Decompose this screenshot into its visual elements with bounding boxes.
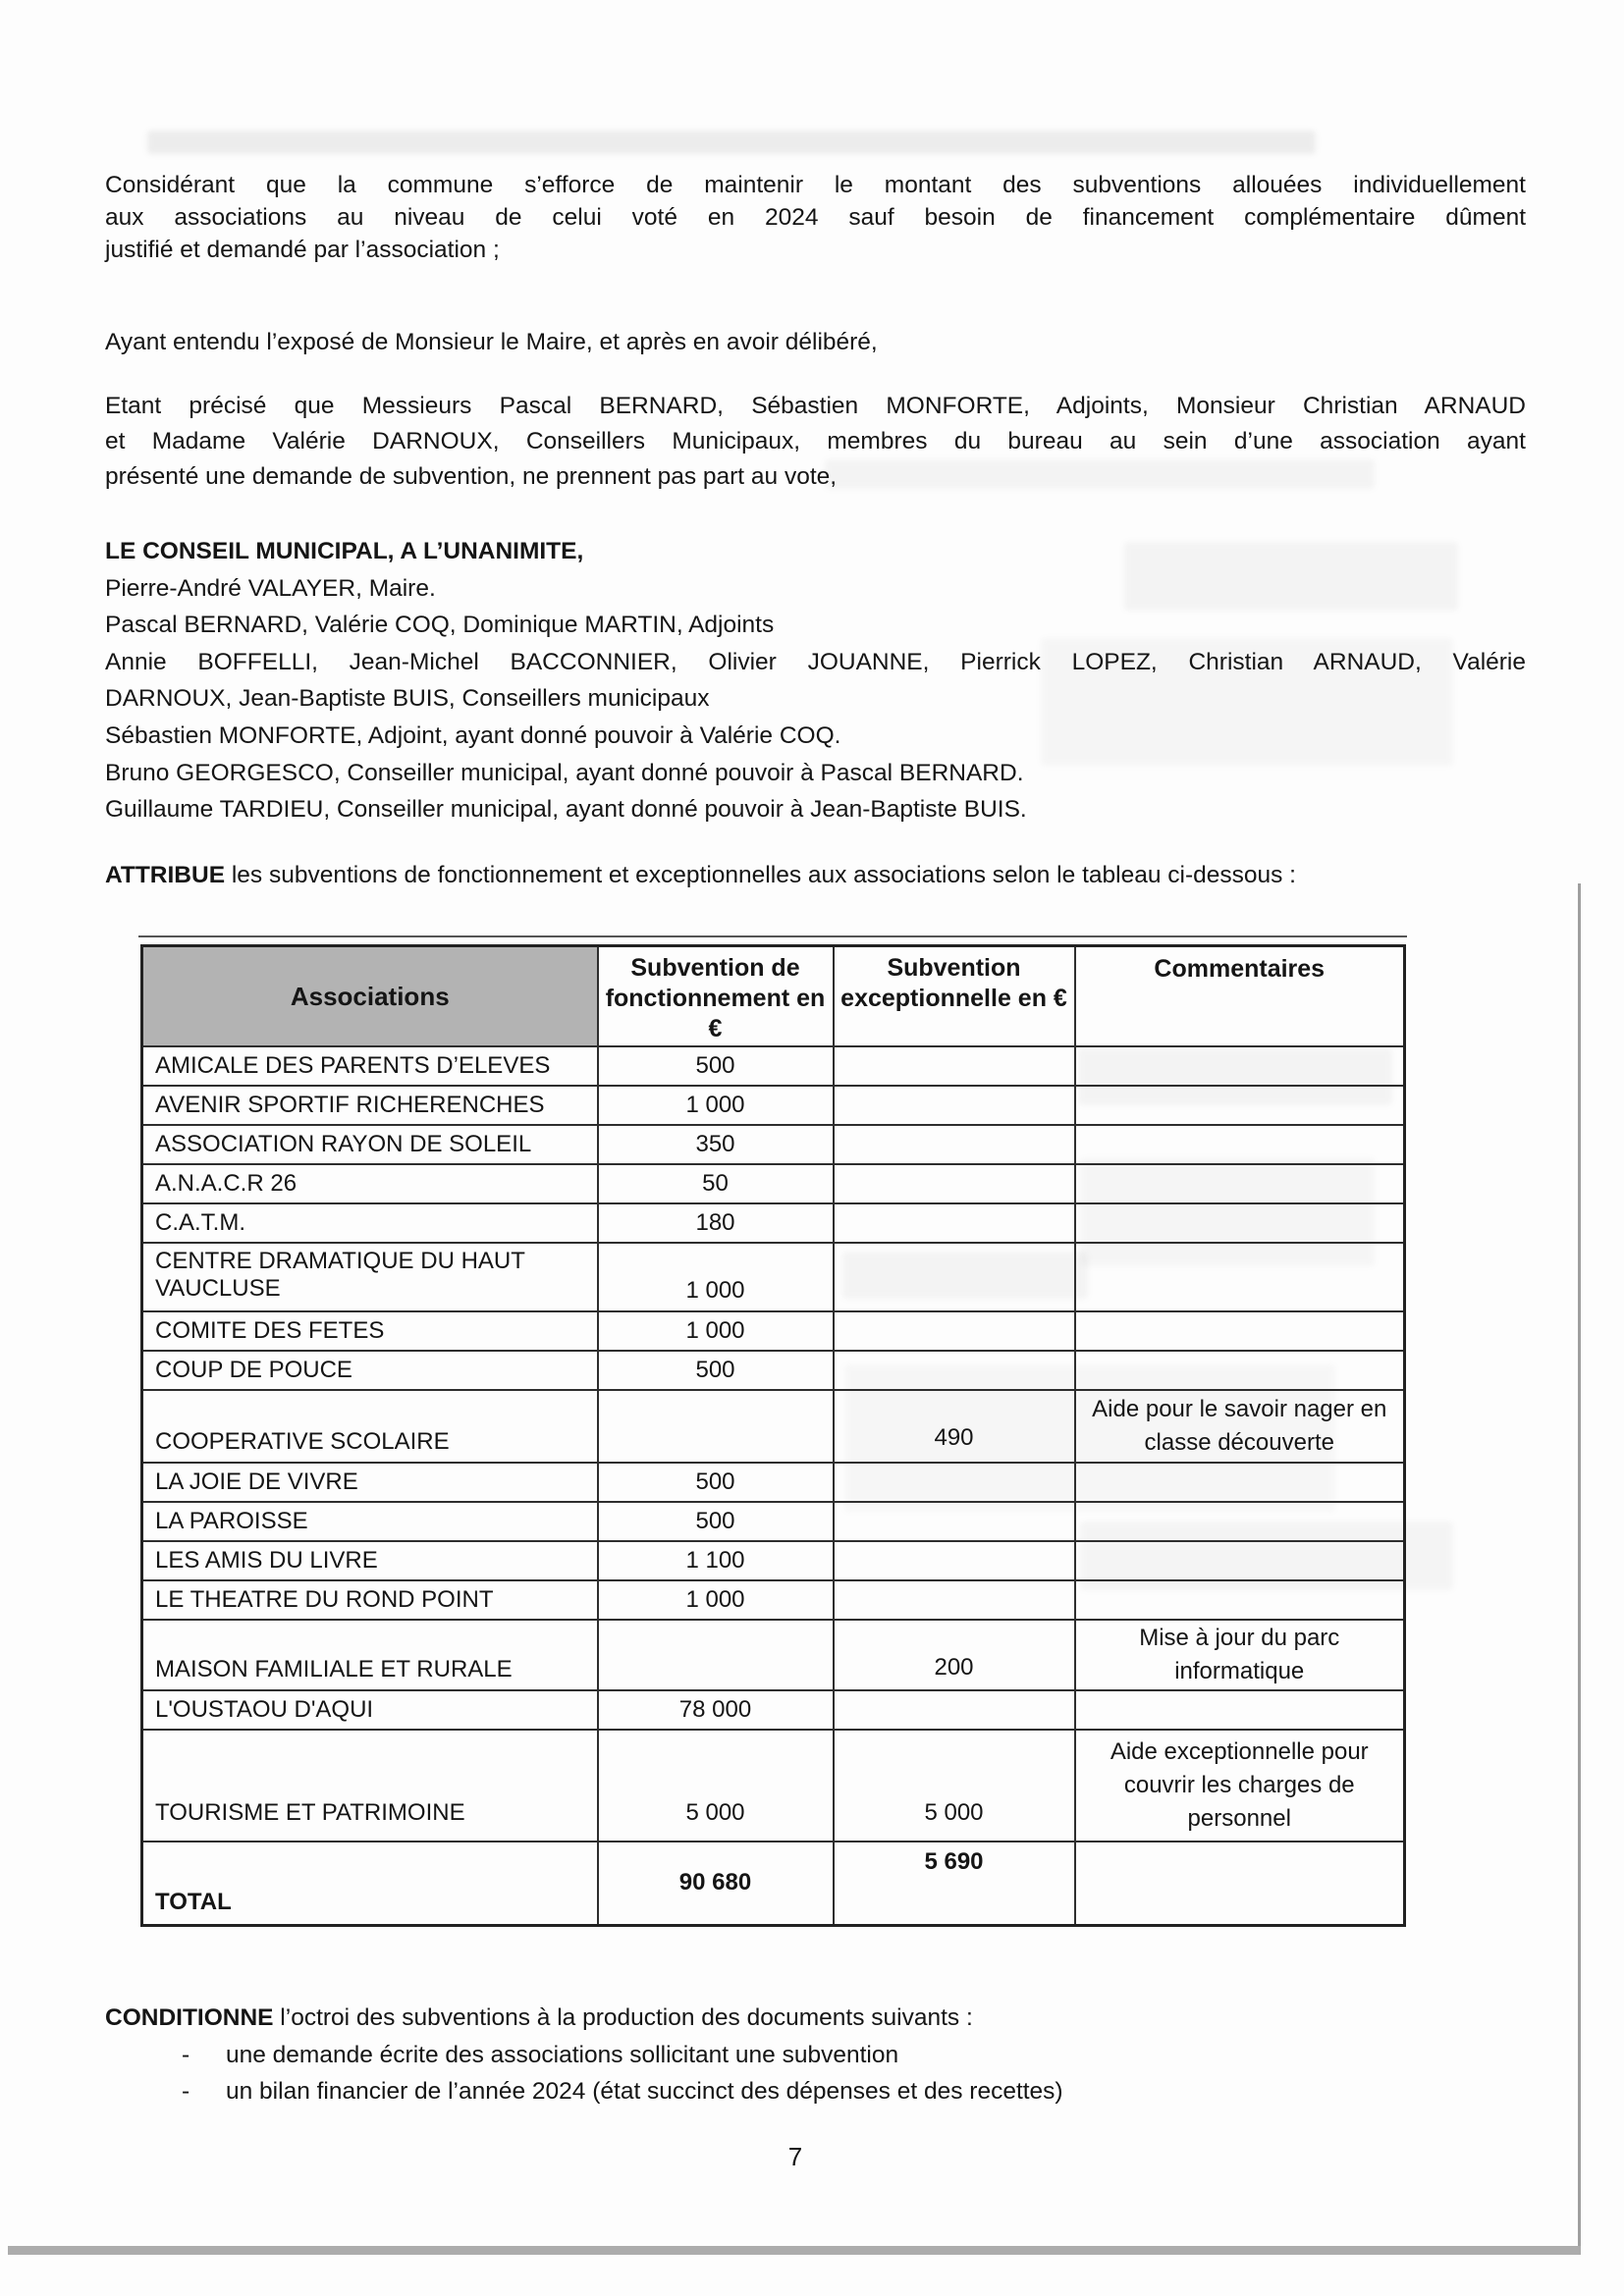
- subvention-fonctionnement-value: 50: [598, 1164, 834, 1203]
- association-name: COMITE DES FETES: [142, 1311, 598, 1351]
- subventions-table: [140, 944, 1406, 1927]
- association-name: AMICALE DES PARENTS D’ELEVES: [142, 1046, 598, 1086]
- paragraph-conditionne: [105, 2004, 1526, 2032]
- comment-cell: [1075, 1502, 1405, 1541]
- subvention-fonctionnement-value: 5 000: [598, 1730, 834, 1842]
- table-row: [142, 1243, 1405, 1311]
- bullet-dash: -: [182, 2042, 190, 2068]
- paragraph-line: Ayant entendu l’exposé de Monsieur le Maire, et après en avoir délibéré,: [105, 329, 878, 355]
- bullet-text: une demande écrite des associations sollicitant une subvention: [226, 2042, 899, 2068]
- subvention-exceptionnelle-value: [834, 1086, 1075, 1125]
- paragraph-line: Considérant que la commune s’efforce de maintenir le montant des subventions allouées individuellement: [105, 172, 1526, 198]
- subvention-fonctionnement-value: 1 000: [598, 1086, 834, 1125]
- association-name: TOURISME ET PATRIMOINE: [142, 1730, 598, 1842]
- paragraph-considerant: [105, 169, 1526, 266]
- subvention-exceptionnelle-value: [834, 1125, 1075, 1164]
- comment-cell: [1075, 1541, 1405, 1580]
- header-associations: Associations: [142, 946, 598, 1047]
- subvention-exceptionnelle-value: [834, 1690, 1075, 1730]
- subvention-exceptionnelle-value: 200: [834, 1620, 1075, 1690]
- comment-cell: [1075, 1580, 1405, 1620]
- association-name: LA PAROISSE: [142, 1502, 598, 1541]
- comment-cell: Aide exceptionnelle pour couvrir les charges de personnel: [1075, 1730, 1405, 1842]
- member-line: Guillaume TARDIEU, Conseiller municipal, ayant donné pouvoir à Jean-Baptiste BUIS.: [105, 796, 1027, 824]
- comment-cell: Mise à jour du parc informatique: [1075, 1620, 1405, 1690]
- page-number: 7: [787, 2142, 803, 2171]
- paragraph-attribue: [105, 862, 1526, 889]
- subvention-fonctionnement-value: 350: [598, 1125, 834, 1164]
- scan-artifact: [147, 131, 1316, 154]
- council-heading: LE CONSEIL MUNICIPAL, A L’UNANIMITE,: [105, 538, 584, 564]
- total-label: TOTAL: [142, 1842, 598, 1925]
- subvention-fonctionnement-value: 78 000: [598, 1690, 834, 1730]
- association-name: ASSOCIATION RAYON DE SOLEIL: [142, 1125, 598, 1164]
- header-subvention-exceptionnelle: Subvention exceptionnelle en €: [834, 946, 1075, 1047]
- table-row: [142, 1046, 1405, 1086]
- table-row: [142, 1203, 1405, 1243]
- comment-cell: [1075, 1203, 1405, 1243]
- paragraph-etant-precise: [105, 389, 1526, 495]
- table-top-double-line: [138, 935, 1407, 937]
- header-subvention-fonctionnement: Subvention de fonctionnement en €: [598, 946, 834, 1047]
- subvention-fonctionnement-value: 500: [598, 1046, 834, 1086]
- conditionne-keyword: CONDITIONNE: [105, 2004, 274, 2031]
- bullet-item: [182, 2042, 1478, 2069]
- attribue-text: les subventions de fonctionnement et exceptionnelles aux associations selon le tableau ci-dessous :: [225, 862, 1296, 888]
- table-row: [142, 1580, 1405, 1620]
- subvention-fonctionnement-value: 500: [598, 1351, 834, 1390]
- table-row: [142, 1690, 1405, 1730]
- table-row: [142, 1086, 1405, 1125]
- paragraph-line: Etant précisé que Messieurs Pascal BERNARD, Sébastien MONFORTE, Adjoints, Monsieur Christian ARNAUD: [105, 393, 1526, 419]
- comment-cell: [1075, 1125, 1405, 1164]
- comment-cell: [1075, 1243, 1405, 1311]
- table-header-row: [142, 946, 1405, 1047]
- comment-cell: [1075, 1842, 1405, 1925]
- association-name: COOPERATIVE SCOLAIRE: [142, 1390, 598, 1463]
- subvention-exceptionnelle-value: [834, 1463, 1075, 1502]
- association-name: LA JOIE DE VIVRE: [142, 1463, 598, 1502]
- conditionne-text: l’octroi des subventions à la production des documents suivants :: [273, 2004, 973, 2031]
- association-name: A.N.A.C.R 26: [142, 1164, 598, 1203]
- table-total-row: [142, 1842, 1405, 1925]
- subvention-exceptionnelle-value: [834, 1046, 1075, 1086]
- member-line: Pierre-André VALAYER, Maire.: [105, 574, 436, 602]
- association-name: C.A.T.M.: [142, 1203, 598, 1243]
- table-row: [142, 1541, 1405, 1580]
- table-row: [142, 1463, 1405, 1502]
- subvention-fonctionnement-value: [598, 1620, 834, 1690]
- member-line: Pascal BERNARD, Valérie COQ, Dominique MARTIN, Adjoints: [105, 612, 775, 639]
- association-name: AVENIR SPORTIF RICHERENCHES: [142, 1086, 598, 1125]
- table-row: [142, 1351, 1405, 1390]
- comment-cell: Aide pour le savoir nager en classe découverte: [1075, 1390, 1405, 1463]
- table-row: [142, 1502, 1405, 1541]
- attribue-keyword: ATTRIBUE: [105, 862, 226, 888]
- subvention-exceptionnelle-value: [834, 1243, 1075, 1311]
- subvention-exceptionnelle-value: 5 000: [834, 1730, 1075, 1842]
- subvention-exceptionnelle-value: [834, 1541, 1075, 1580]
- header-commentaires: Commentaires: [1075, 946, 1405, 1047]
- paragraph-line: présenté une demande de subvention, ne prennent pas part au vote,: [105, 463, 838, 490]
- bullet-dash: -: [182, 2078, 190, 2105]
- subvention-fonctionnement-value: 500: [598, 1463, 834, 1502]
- subvention-exceptionnelle-value: [834, 1164, 1075, 1203]
- comment-cell: [1075, 1463, 1405, 1502]
- member-line: Sébastien MONFORTE, Adjoint, ayant donné pouvoir à Valérie COQ.: [105, 721, 841, 749]
- scan-page-bottom-edge: [8, 2246, 1581, 2255]
- table-row: [142, 1311, 1405, 1351]
- subvention-fonctionnement-value: 1 000: [598, 1580, 834, 1620]
- comment-cell: [1075, 1351, 1405, 1390]
- paragraph-line: et Madame Valérie DARNOUX, Conseillers Municipaux, membres du bureau au sein d’une association ayant: [105, 428, 1526, 454]
- association-name: MAISON FAMILIALE ET RURALE: [142, 1620, 598, 1690]
- subvention-fonctionnement-value: 180: [598, 1203, 834, 1243]
- subvention-exceptionnelle-value: [834, 1203, 1075, 1243]
- comment-cell: [1075, 1086, 1405, 1125]
- bullet-text: un bilan financier de l’année 2024 (état succinct des dépenses et des recettes): [226, 2078, 1063, 2105]
- paragraph-ayant-entendu: [105, 326, 1526, 358]
- subvention-fonctionnement-value: 500: [598, 1502, 834, 1541]
- subvention-exceptionnelle-value: [834, 1580, 1075, 1620]
- comment-cell: [1075, 1311, 1405, 1351]
- total-exceptionnelle-value: 5 690: [834, 1842, 1075, 1925]
- subvention-fonctionnement-value: 1 000: [598, 1311, 834, 1351]
- comment-cell: [1075, 1164, 1405, 1203]
- association-name: LE THEATRE DU ROND POINT: [142, 1580, 598, 1620]
- table-row: [142, 1620, 1405, 1690]
- association-name: LES AMIS DU LIVRE: [142, 1541, 598, 1580]
- subvention-exceptionnelle-value: [834, 1351, 1075, 1390]
- association-name: L'OUSTAOU D'AQUI: [142, 1690, 598, 1730]
- subvention-exceptionnelle-value: 490: [834, 1390, 1075, 1463]
- association-name: CENTRE DRAMATIQUE DU HAUT VAUCLUSE: [142, 1243, 598, 1311]
- scan-page-right-edge: [1578, 883, 1581, 2250]
- table-row: [142, 1730, 1405, 1842]
- subvention-exceptionnelle-value: [834, 1311, 1075, 1351]
- subvention-fonctionnement-value: [598, 1390, 834, 1463]
- subvention-fonctionnement-value: 1 000: [598, 1243, 834, 1311]
- subvention-exceptionnelle-value: [834, 1502, 1075, 1541]
- comment-cell: [1075, 1046, 1405, 1086]
- paragraph-line: aux associations au niveau de celui voté en 2024 sauf besoin de financement complémentaire dûment: [105, 204, 1526, 231]
- subvention-fonctionnement-value: 1 100: [598, 1541, 834, 1580]
- comment-cell: [1075, 1690, 1405, 1730]
- member-line: DARNOUX, Jean-Baptiste BUIS, Conseillers municipaux: [105, 685, 710, 713]
- council-members-list: [105, 533, 1526, 828]
- table-row: [142, 1125, 1405, 1164]
- table-row: [142, 1164, 1405, 1203]
- member-line: Bruno GEORGESCO, Conseiller municipal, ayant donné pouvoir à Pascal BERNARD.: [105, 759, 1024, 786]
- total-fonctionnement-value: 90 680: [598, 1842, 834, 1925]
- member-line: Annie BOFFELLI, Jean-Michel BACCONNIER, Olivier JOUANNE, Pierrick LOPEZ, Christian ARNAUD, Valérie: [105, 648, 1526, 675]
- paragraph-line: justifié et demandé par l’association ;: [105, 237, 500, 263]
- table-row: [142, 1390, 1405, 1463]
- association-name: COUP DE POUCE: [142, 1351, 598, 1390]
- bullet-item: [182, 2078, 1478, 2106]
